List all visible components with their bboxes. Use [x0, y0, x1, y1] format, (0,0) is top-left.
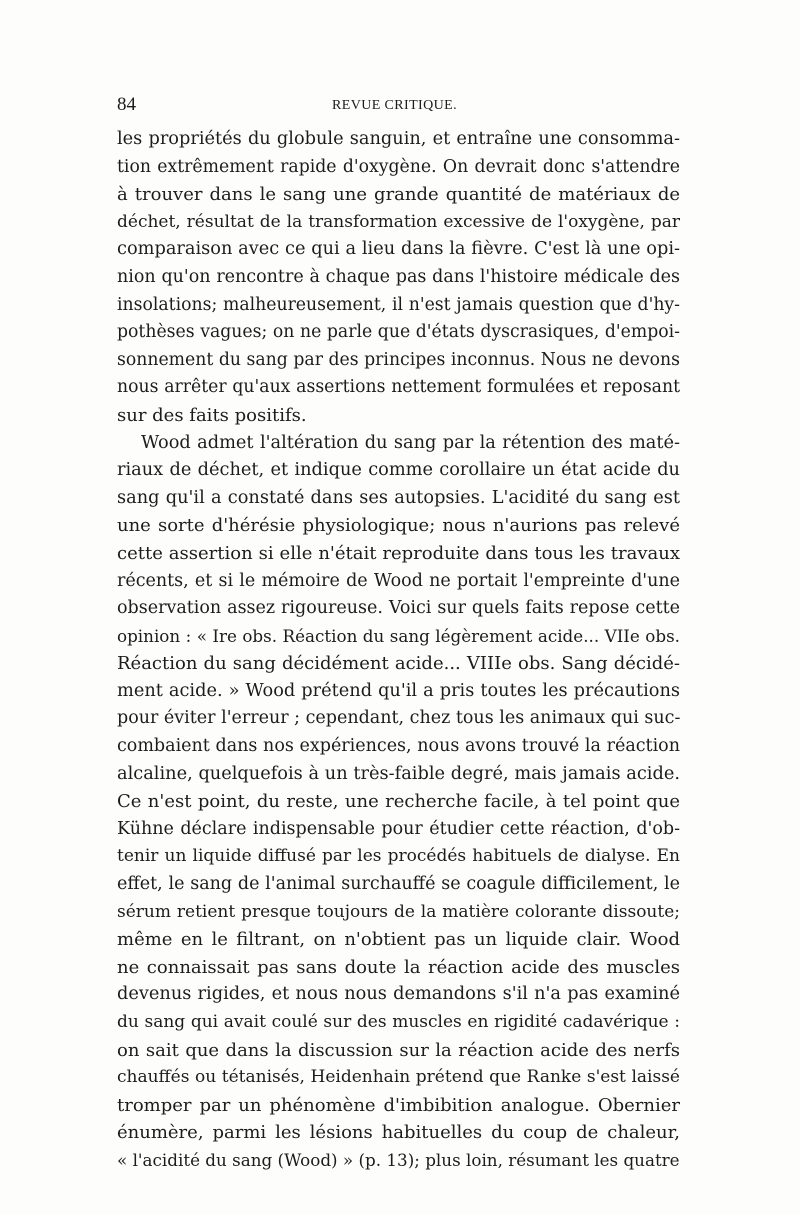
running-title: REVUE CRITIQUE. [332, 98, 457, 113]
text-line: Réaction du sang décidément acide... VIIIe obs. Sang décidé- [117, 653, 680, 675]
text-line: nion qu'on rencontre à chaque pas dans l'histoire médicale des [117, 266, 680, 287]
page-number: 84 [117, 94, 136, 115]
text-line: combaient dans nos expériences, nous avons trouvé la réaction [117, 736, 680, 757]
text-line: pour éviter l'erreur ; cependant, chez tous les animaux qui suc- [117, 708, 681, 729]
text-line: cette assertion si elle n'était reproduite dans tous les travaux [117, 542, 680, 564]
text-line: Ce n'est point, du reste, une recherche facile, à tel point que [117, 791, 680, 813]
text-line: du sang qui avait coulé sur des muscles en rigidité cadavérique : [117, 1012, 680, 1032]
text-line: sonnement du sang par des principes inconnus. Nous ne devons [117, 349, 680, 370]
text-line: à trouver dans le sang une grande quantité de matériaux de [117, 184, 680, 206]
text-line: comparaison avec ce qui a lieu dans la fièvre. C'est là une opi- [117, 239, 680, 260]
text-line: opinion : « Ire obs. Réaction du sang légèrement acide... VIIe obs. [117, 625, 680, 646]
text-line: déchet, résultat de la transformation excessive de l'oxygène, par [117, 211, 680, 232]
text-line: devenus rigides, et nous nous demandons s'il n'a pas examiné [117, 984, 680, 1005]
text-line: observation assez rigoureuse. Voici sur quels faits repose cette [117, 598, 680, 619]
text-line: une sorte d'hérésie physiologique; nous n'aurions pas relevé [117, 515, 680, 537]
text-line: sur des faits positifs. [117, 404, 307, 426]
text-line: on sait que dans la discussion sur la réaction acide des nerfs [117, 1039, 680, 1061]
paragraph [117, 126, 680, 430]
text-line: « l'acidité du sang (Wood) » (p. 13); plus loin, résumant les quatre [117, 1149, 680, 1170]
text-line: Wood admet l'altération du sang par la rétention des maté- [141, 432, 680, 453]
text-line: pothèses vagues; on ne parle que d'états dyscrasiques, d'empoi- [117, 322, 680, 343]
text-line: tenir un liquide diffusé par les procédés habituels de dialyse. En [117, 846, 680, 867]
text-line: énumère, parmi les lésions habituelles du coup de chaleur, [117, 1122, 680, 1144]
text-line: alcaline, quelquefois à un très-faible degré, mais jamais acide. [117, 763, 680, 784]
text-line: Kühne déclare indispensable pour étudier cette réaction, d'ob- [117, 818, 680, 839]
paragraph [117, 430, 680, 1175]
text-line: riaux de déchet, et indique comme corollaire un état acide du [117, 460, 680, 481]
text-line: sang qu'il a constaté dans ses autopsies. L'acidité du sang est [117, 487, 680, 508]
text-line: nous arrêter qu'aux assertions nettement formulées et reposant [117, 377, 680, 398]
text-line: récents, et si le mémoire de Wood ne portait l'empreinte d'une [117, 570, 680, 591]
text-line: tion extrêmement rapide d'oxygène. On devrait donc s'attendre [117, 156, 680, 177]
text-line: insolations; malheureusement, il n'est jamais question que d'hy- [117, 294, 680, 315]
text-line: ment acide. » Wood prétend qu'il a pris toutes les précautions [117, 680, 680, 701]
text-line: tromper par un phénomène d'imbibition analogue. Obernier [117, 1094, 680, 1116]
text-line: même en le filtrant, on n'obtient pas un liquide clair. Wood [117, 929, 680, 951]
text-line: effet, le sang de l'animal surchauffé se coagule difficilement, le [117, 874, 680, 895]
text-line: sérum retient presque toujours de la matière colorante dissoute; [117, 901, 680, 922]
body-text [117, 126, 680, 1175]
text-line: chauffés ou tétanisés, Heidenhain prétend que Ranke s'est laissé [117, 1067, 680, 1088]
page-header [117, 94, 680, 120]
text-line: ne connaissait pas sans doute la réaction acide des muscles [117, 956, 680, 978]
text-line: les propriétés du globule sanguin, et entraîne une consomma- [117, 129, 680, 149]
